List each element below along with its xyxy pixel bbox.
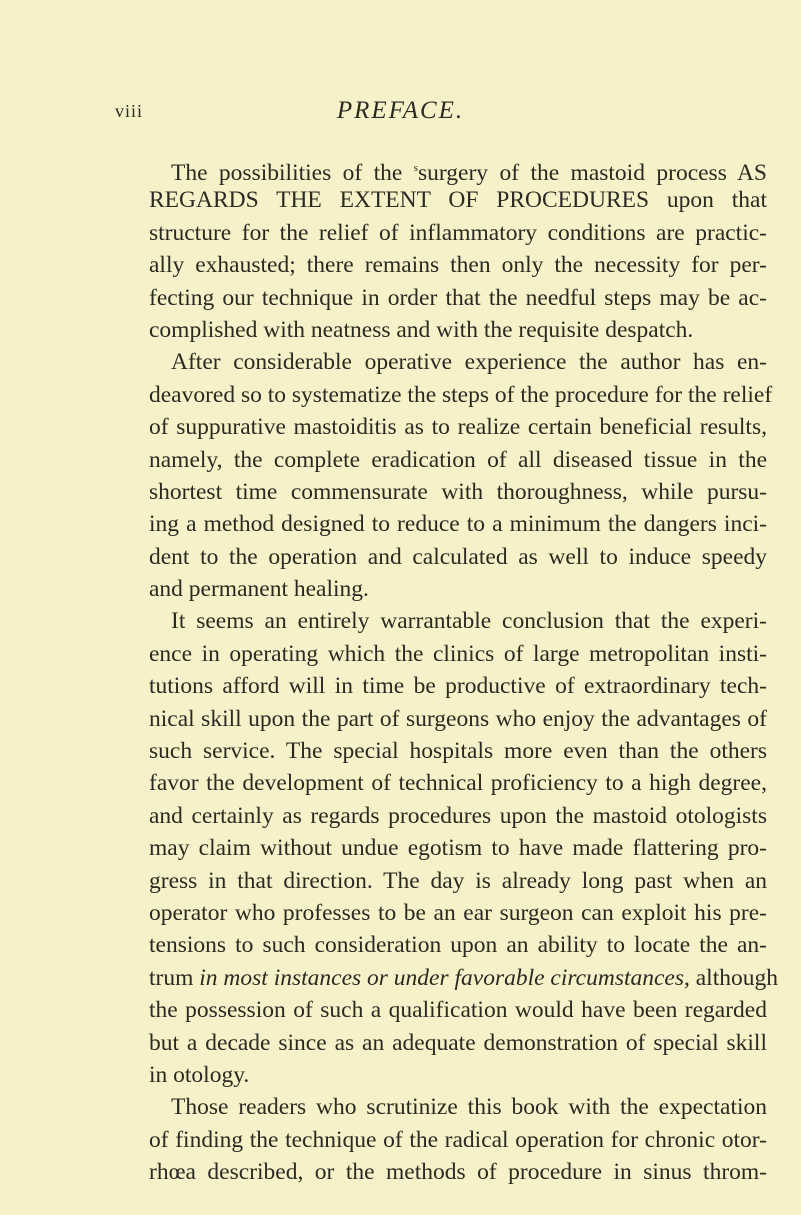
printing-mark: s (413, 162, 418, 174)
text-line (149, 411, 767, 443)
text-run-with-mark (414, 160, 488, 186)
text-run: dent to the operation and calculated as well to induce speedy (149, 543, 767, 570)
text-run: complished with neatness and with the requisite despatch. (149, 316, 694, 343)
text-run: shortest time commensurate with thoroughness, while pursu- (149, 478, 767, 505)
text-line (149, 735, 767, 767)
text-line (149, 249, 767, 281)
text-run: in otology. (149, 1061, 250, 1088)
text-run: gress in that direction. The day is already long past when an (149, 867, 767, 894)
text-line (149, 800, 767, 832)
text-line (149, 670, 767, 702)
text-line (149, 346, 767, 378)
text-run: nical skill upon the part of surgeons who enjoy the advantages of (149, 705, 767, 732)
text-line (149, 1091, 767, 1123)
text-line (149, 508, 767, 540)
text-line (149, 929, 767, 961)
text-run: deavored so to systematize the steps of the procedure for the relief (149, 381, 773, 408)
text-line (149, 379, 773, 411)
text-run: of the mastoid process AS (488, 159, 767, 186)
text-run: the possession of such a qualification would have been regarded (149, 997, 767, 1024)
text-run: namely, the complete eradication of all diseased tissue in the (149, 446, 767, 473)
running-head: PREFACE. (336, 97, 465, 124)
text-run: and permanent healing. (149, 576, 369, 603)
text-run: may claim without undue egotism to have made flattering pro- (149, 835, 767, 862)
page-number: viii (115, 101, 144, 121)
text-run: tutions afford will in time be productive of extraordinary tech- (149, 673, 767, 700)
text-line (149, 314, 767, 346)
text-run: operator who professes to be an ear surgeon can exploit his pre- (149, 899, 767, 926)
text-run: Those readers who scrutinize this book with the expectation (171, 1094, 767, 1121)
text-run: REGARDS THE EXTENT OF PROCEDURES upon that (149, 187, 767, 214)
text-line (149, 962, 778, 994)
text-run: and certainly as regards procedures upon the mastoid otologists (149, 802, 767, 829)
text-run: tensions to such consideration upon an ability to locate the an- (149, 932, 767, 959)
text-run: of finding the technique of the radical operation for chronic otor- (149, 1126, 767, 1153)
text-run: After considerable operative experience the author has en- (171, 349, 767, 376)
text-line (149, 1124, 767, 1156)
text-line (149, 703, 767, 735)
text-run: The possibilities of the (171, 159, 414, 186)
text-line (149, 767, 767, 799)
text-line (149, 832, 767, 864)
text-run: such service. The special hospitals more even than the others (149, 738, 767, 765)
text-line (149, 605, 767, 637)
text-line (149, 184, 767, 216)
text-line (149, 638, 767, 670)
text-line (149, 152, 767, 184)
text-line (149, 573, 767, 605)
text-line (149, 1027, 767, 1059)
text-run: surgery (418, 159, 489, 186)
page-header (0, 97, 801, 137)
text-line (149, 994, 767, 1026)
text-run: , although (684, 964, 778, 991)
text-line (149, 541, 767, 573)
text-run: rhœa described, or the methods of procedure in sinus throm- (149, 1159, 767, 1186)
text-run: ally exhausted; there remains then only the necessity for per- (149, 252, 767, 279)
text-line (149, 444, 767, 476)
text-line (149, 865, 767, 897)
text-run: structure for the relief of inflammatory conditions are practic- (149, 219, 767, 246)
text-run: but a decade since as an adequate demonstration of special skill (149, 1029, 767, 1056)
text-line (149, 282, 767, 314)
preface-body-text (149, 152, 778, 1189)
text-line (149, 1059, 767, 1091)
text-run: of suppurative mastoiditis as to realize certain beneficial results, (149, 414, 767, 441)
text-line (149, 1156, 767, 1188)
text-line (149, 217, 767, 249)
text-line (149, 897, 767, 929)
italic-text: in most instances or under favorable circumstances (199, 964, 684, 991)
text-run: favor the development of technical proficiency to a high degree, (149, 770, 767, 797)
text-run: It seems an entirely warrantable conclusion that the experi- (171, 608, 767, 635)
text-run: fecting our technique in order that the needful steps may be ac- (149, 284, 767, 311)
text-run: ence in operating which the clinics of large metropolitan insti- (149, 640, 767, 667)
text-line (149, 476, 767, 508)
text-run: ing a method designed to reduce to a minimum the dangers inci- (149, 511, 767, 538)
text-run: trum (149, 964, 200, 991)
